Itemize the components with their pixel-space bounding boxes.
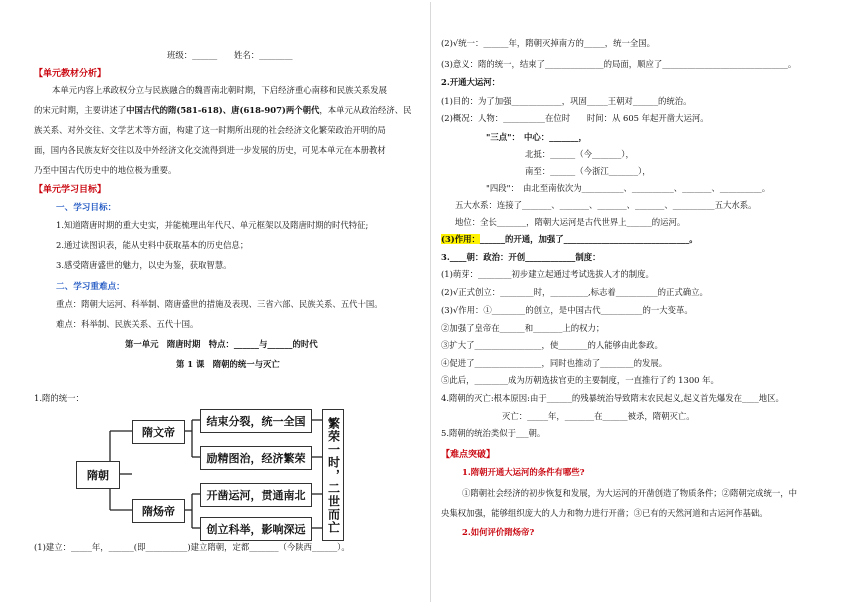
question-sui-unification: 1.隋的统一： [34,393,84,403]
diagram-connectors [0,0,430,560]
diagram-summary-vertical: 繁荣一时，二世而亡 [322,409,344,541]
difficulty-question-2: 2.如何评价隋炀帝? [462,527,535,537]
analysis-line-3: 族关系、对外交往、文学艺术等方面，构建了这一时期所出现的社会经济文化繁荣政治开明的局 [34,125,386,135]
analysis-line-5: 乃至中国古代历史中的地位极为重要。 [34,165,177,175]
section-unit-analysis: 【单元教材分析】 [34,69,107,79]
r-five-rivers: 五大水系：连接了_______、_______、_______、_______、__________五大水系。 [455,200,757,210]
r-sui-similarity: 5.隋朝的统治类似于___朝。 [441,428,546,438]
key-points: 重点：隋朝大运河、科举制、隋唐盛世的措施及表现、三省六部、民族关系、五代十国。 [56,299,383,309]
r-exam-effect: (3)√作用：①________的创立，是中国古代__________的一大变革。 [441,305,693,315]
r-canal-status: 地位：全长_______，隋朝大运河是古代世界上______的运河。 [455,217,686,227]
section-difficulty: 【难点突破】 [441,450,496,460]
diagram-emperor-yang: 隋炀帝 [132,499,185,523]
goal-title-2: 二、学习重难点： [56,282,125,292]
diagram-leaf-canal: 开凿运河，贯通南北 [200,483,312,507]
r-canal-title: 2.开通大运河： [441,77,500,87]
diagram-leaf-exam: 创立科举，影响深远 [200,517,312,541]
difficulty-answer-1b: 央集权加强，能够组织庞大的人力和物力进行开凿；③已有的天然河道和古运河作基础。 [441,508,768,518]
analysis-line-4: 面，国内各民族友好交往以及中外经济文化交流得到进一步发展的历史，可见本单元在本册教材 [34,145,386,155]
r-south-end: 南至：______（今浙江_______）， [525,166,651,176]
goal-item-2: 2.通过读图识表，能从史料中获取基本的历史信息； [56,240,249,250]
r-sui-fall: 灭亡：_____年，_______在______被杀，隋朝灭亡。 [502,411,695,421]
goal-item-3: 3.感受隋唐盛世的魅力，以史为鉴，获取智慧。 [56,260,232,270]
question-establishment: (1)建立：_____年，______(即__________)建立隋朝，定都_______（今陕西______）。 [34,542,350,552]
unit-title: 第一单元 隋唐时期 特点：______与______的时代 [125,339,318,349]
r-exam-effect-3: ③扩大了________________，使_______的人能够由此参政。 [441,340,663,350]
diagram-root-sui: 隋朝 [76,461,120,489]
analysis-line-1: 本单元内容上承政权分立与民族融合的魏晋南北朝时期，下启经济重心南移和民族关系发展 [52,85,387,95]
difficult-points: 难点：科举制、民族关系、五代十国。 [56,319,199,329]
difficulty-answer-1a: ①隋朝社会经济的初步恢复和发展，为大运河的开凿创造了物质条件；②隋朝完成统一，中 [462,488,797,498]
r-canal-effect: (3)作用：______的开通，加强了______________________________。 [441,234,698,244]
r-exam-effect-5: ⑤此后，________成为历朝选拔官吏的主要制度，一直推行了约 1300 年。 [441,375,719,385]
r-exam-title: 3.____朝：政治：开创____________制度： [441,252,601,262]
r-north-end: 北抵：______（今_______）， [525,149,634,159]
r-sui-collapse: 4.隋朝的灭亡:根本原因:由于______的残暴统治导致隋末农民起义,起义首先爆发在____地区。 [441,393,784,403]
goal-item-1: 1.知道隋唐时期的重大史实，并能梳理出年代尺、单元框架以及隋唐时期的时代特征; [56,220,369,230]
diagram-emperor-wen: 隋文帝 [132,420,185,444]
r-canal-overview: (2)概况：人物：__________在位时 时间：从 605 年起开凿大运河。 [441,113,709,123]
r-unification-meaning: (3)意义：隋的统一，结束了______________的局面，顺应了______________________________。 [441,59,797,69]
diagram-leaf-unify: 结束分裂，统一全国 [200,409,312,433]
r-four-sections: "四段"： 由北至南依次为__________、__________、_______、__________。 [486,183,771,193]
lesson-title: 第 1 课 隋朝的统一与灭亡 [176,359,280,369]
analysis-line-2: 的宋元时期，主要讲述了中国古代的隋(581-618)、唐(618-907)两个朝代，本单元从政治经济、民 [34,105,412,115]
class-name-line: 班级：______ 姓名：________ [167,50,293,60]
r-unification-year: (2)√统一：______年，隋朝灭掉南方的_____，统一全国。 [441,38,656,48]
r-exam-effect-2: ②加强了皇帝在______和_______上的权力； [441,323,605,333]
r-three-points: "三点"： 中心：_______， [486,132,587,142]
section-learning-goals: 【单元学习目标】 [34,185,107,195]
r-exam-effect-4: ④促进了________________，同时也推动了________的发展。 [441,358,668,368]
column-divider [430,2,431,602]
goal-title-1: 一、学习目标： [56,203,117,213]
difficulty-question-1: 1.隋朝开通大运河的条件有哪些? [462,467,585,477]
r-exam-established: (2)√正式创立：________时，_________,标志着__________的正式确立。 [441,287,708,297]
diagram-leaf-economy: 励精图治，经济繁荣 [200,446,312,470]
r-canal-purpose: (1)目的：为了加强____________，巩固_____王朝对______的统治。 [441,96,692,106]
r-exam-origin: (1)萌芽：________初步建立起通过考试选拔人才的制度。 [441,269,654,279]
